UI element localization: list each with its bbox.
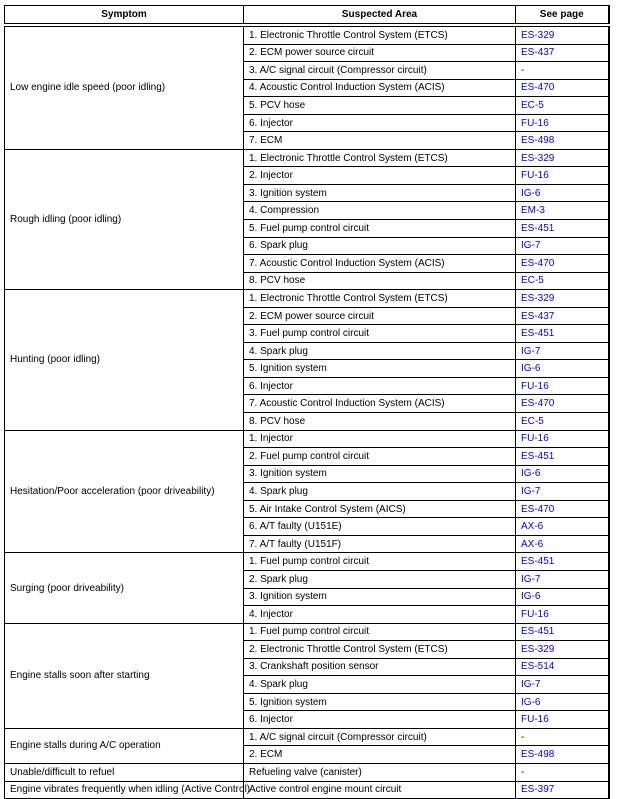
see-page-link[interactable]: FU-16 [521,117,549,129]
table-row [5,290,609,308]
symptom-cell: Low engine idle speed (poor idling) [5,25,244,149]
suspected-area-cell: 2. ECM power source circuit [244,44,516,62]
symptom-cell: Surging (poor driveability) [5,553,244,623]
symptom-cell: Engine vibrates frequently when idling (Active Control) [5,781,244,799]
see-page-link[interactable]: IG-7 [521,573,541,585]
see-page-cell [516,167,609,185]
see-page-link[interactable]: IG-7 [521,485,541,497]
suspected-area-cell: 6. Injector [244,114,516,132]
see-page-cell [516,676,609,694]
suspected-area-cell: 6. Spark plug [244,237,516,255]
table-row [5,623,609,641]
see-page-cell [516,413,609,431]
see-page-link[interactable]: FU-16 [521,608,549,620]
see-page-cell [516,483,609,501]
suspected-area-cell: 6. A/T faulty (U151E) [244,518,516,536]
see-page-cell [516,97,609,115]
see-page-link[interactable]: FU-16 [521,170,549,182]
suspected-area-cell: 5. PCV hose [244,97,516,115]
see-page-cell [516,465,609,483]
see-page-link[interactable]: ES-329 [521,643,555,655]
symptom-cell: Unable/difficult to refuel [5,763,244,781]
suspected-area-cell: 5. Fuel pump control circuit [244,220,516,238]
suspected-area-cell: 6. Injector [244,711,516,729]
see-page-link[interactable]: EC-5 [521,415,544,427]
see-page-cell [516,377,609,395]
table-row [5,149,609,167]
symptom-cell: Engine stalls during A/C operation [5,728,244,763]
see-page-link[interactable]: ES-451 [521,556,555,568]
see-page-cell [516,606,609,624]
see-page-cell [516,535,609,553]
see-page-cell [516,623,609,641]
see-page-cell [516,693,609,711]
suspected-area-cell: 1. Injector [244,430,516,448]
suspected-area-cell: 3. Ignition system [244,588,516,606]
suspected-area-cell: 5. Ignition system [244,693,516,711]
see-page-link[interactable]: IG-6 [521,696,541,708]
see-page-cell [516,430,609,448]
see-page-cell [516,658,609,676]
see-page-link[interactable]: ES-437 [521,310,555,322]
suspected-area-cell: 8. PCV hose [244,272,516,290]
see-page-cell [516,272,609,290]
suspected-area-cell: 1. Electronic Throttle Control System (ETCS) [244,25,516,44]
suspected-area-cell: 2. Electronic Throttle Control System (ETCS) [244,641,516,659]
see-page-cell [516,360,609,378]
see-page-link[interactable]: ES-498 [521,749,555,761]
see-page-cell [516,553,609,571]
header-see-page: See page [516,6,609,26]
see-page-link[interactable]: EC-5 [521,275,544,287]
see-page-cell [516,500,609,518]
suspected-area-cell: Refueling valve (canister) [244,763,516,781]
suspected-area-cell: 4. Spark plug [244,342,516,360]
see-page-link[interactable]: IG-7 [521,345,541,357]
table-row [5,553,609,571]
see-page-link[interactable]: ES-451 [521,626,555,638]
suspected-area-cell: 6. Injector [244,377,516,395]
suspected-area-cell: 1. Fuel pump control circuit [244,553,516,571]
suspected-area-cell: 4. Injector [244,606,516,624]
see-page-link[interactable]: IG-7 [521,240,541,252]
suspected-area-cell: 2. Injector [244,167,516,185]
symptom-cell: Rough idling (poor idling) [5,149,244,289]
suspected-area-cell: 2. Spark plug [244,570,516,588]
see-page-link[interactable]: IG-7 [521,679,541,690]
see-page-link[interactable]: ES-470 [521,82,555,94]
see-page-cell [516,220,609,238]
see-page-cell: - [516,763,609,781]
see-page-cell [516,290,609,308]
see-page-link[interactable]: ES-470 [521,257,555,269]
see-page-link[interactable]: ES-437 [521,47,555,59]
see-page-cell [516,202,609,220]
see-page-cell [516,395,609,413]
suspected-area-cell: 1. Fuel pump control circuit [244,623,516,641]
see-page-cell [516,255,609,273]
see-page-link[interactable]: EM-3 [521,205,545,217]
symptom-cell: Hunting (poor idling) [5,290,244,430]
suspected-area-cell: 5. Ignition system [244,360,516,378]
suspected-area-cell: 2. ECM [244,746,516,764]
see-page-link[interactable]: FU-16 [521,433,549,445]
see-page-cell [516,79,609,97]
table-row [5,25,609,44]
see-page-link[interactable]: AX-6 [521,521,544,533]
see-page-link[interactable]: ES-397 [521,784,555,796]
see-page-cell [516,114,609,132]
table-body [5,25,609,799]
suspected-area-cell: Active control engine mount circuit [244,781,516,799]
see-page-cell [516,132,609,150]
see-page-link[interactable]: ES-451 [521,222,555,234]
see-page-link[interactable]: ES-329 [521,292,555,304]
suspected-area-cell: 2. ECM power source circuit [244,307,516,325]
table-row [5,430,609,448]
see-page-cell [516,518,609,536]
suspected-area-cell: 7. A/T faulty (U151F) [244,535,516,553]
suspected-area-cell: 8. PCV hose [244,413,516,431]
suspected-area-cell: 3. Crankshaft position sensor [244,658,516,676]
see-page-cell [516,342,609,360]
see-page-link[interactable]: ES-329 [521,29,555,41]
table-header-row [5,6,609,26]
suspected-area-cell: 1. Electronic Throttle Control System (ETCS) [244,290,516,308]
see-page-cell: - [516,62,609,80]
suspected-area-cell: 2. Fuel pump control circuit [244,448,516,466]
see-page-cell [516,149,609,167]
suspected-area-cell: 3. A/C signal circuit (Compressor circuit) [244,62,516,80]
symptom-cell: Engine stalls soon after starting [5,623,244,728]
header-suspected-area: Suspected Area [244,6,516,26]
suspected-area-cell: 4. Compression [244,202,516,220]
see-page-link[interactable]: FU-16 [521,380,549,392]
suspected-area-cell: 5. Air Intake Control System (AICS) [244,500,516,518]
see-page-link[interactable]: IG-6 [521,591,541,603]
suspected-area-cell: 3. Fuel pump control circuit [244,325,516,343]
header-symptom: Symptom [5,6,244,26]
suspected-area-cell: 3. Ignition system [244,184,516,202]
see-page-link[interactable]: ES-451 [521,450,555,462]
suspected-area-cell: 4. Spark plug [244,483,516,501]
symptom-table [4,5,610,799]
suspected-area-cell: 1. A/C signal circuit (Compressor circuit) [244,728,516,746]
see-page-cell [516,325,609,343]
table-row [5,728,609,746]
see-page-link[interactable]: EC-5 [521,99,544,111]
suspected-area-cell: 1. Electronic Throttle Control System (ETCS) [244,149,516,167]
suspected-area-cell: 7. Acoustic Control Induction System (ACIS) [244,255,516,273]
see-page-link[interactable]: AX-6 [521,538,544,550]
suspected-area-cell: 7. ECM [244,132,516,150]
see-page-cell [516,781,609,799]
suspected-area-cell: 3. Ignition system [244,465,516,483]
see-page-cell [516,746,609,764]
see-page-link[interactable]: ES-470 [521,503,555,515]
see-page-cell [516,570,609,588]
see-page-link[interactable]: ES-514 [521,661,555,673]
see-page-link[interactable]: ES-329 [521,152,555,164]
see-page-cell [516,184,609,202]
see-page-link[interactable]: ES-498 [521,135,555,147]
suspected-area-cell: 7. Acoustic Control Induction System (ACIS) [244,395,516,413]
see-page-link[interactable]: FU-16 [521,714,549,726]
see-page-cell [516,307,609,325]
symptom-cell: Hesitation/Poor acceleration (poor driveability) [5,430,244,553]
see-page-link[interactable]: IG-6 [521,468,541,480]
table-row [5,763,609,781]
see-page-cell [516,711,609,729]
suspected-area-cell: 4. Spark plug [244,676,516,694]
table-row [5,781,609,799]
see-page-cell [516,237,609,255]
see-page-cell [516,641,609,659]
see-page-cell [516,25,609,44]
see-page-link[interactable]: IG-6 [521,363,541,375]
see-page-link[interactable]: ES-470 [521,398,555,410]
see-page-cell [516,448,609,466]
suspected-area-cell: 4. Acoustic Control Induction System (ACIS) [244,79,516,97]
see-page-cell [516,588,609,606]
see-page-cell [516,44,609,62]
see-page-link[interactable]: ES-451 [521,328,555,340]
see-page-cell: - [516,728,609,746]
see-page-link[interactable]: IG-6 [521,187,541,199]
